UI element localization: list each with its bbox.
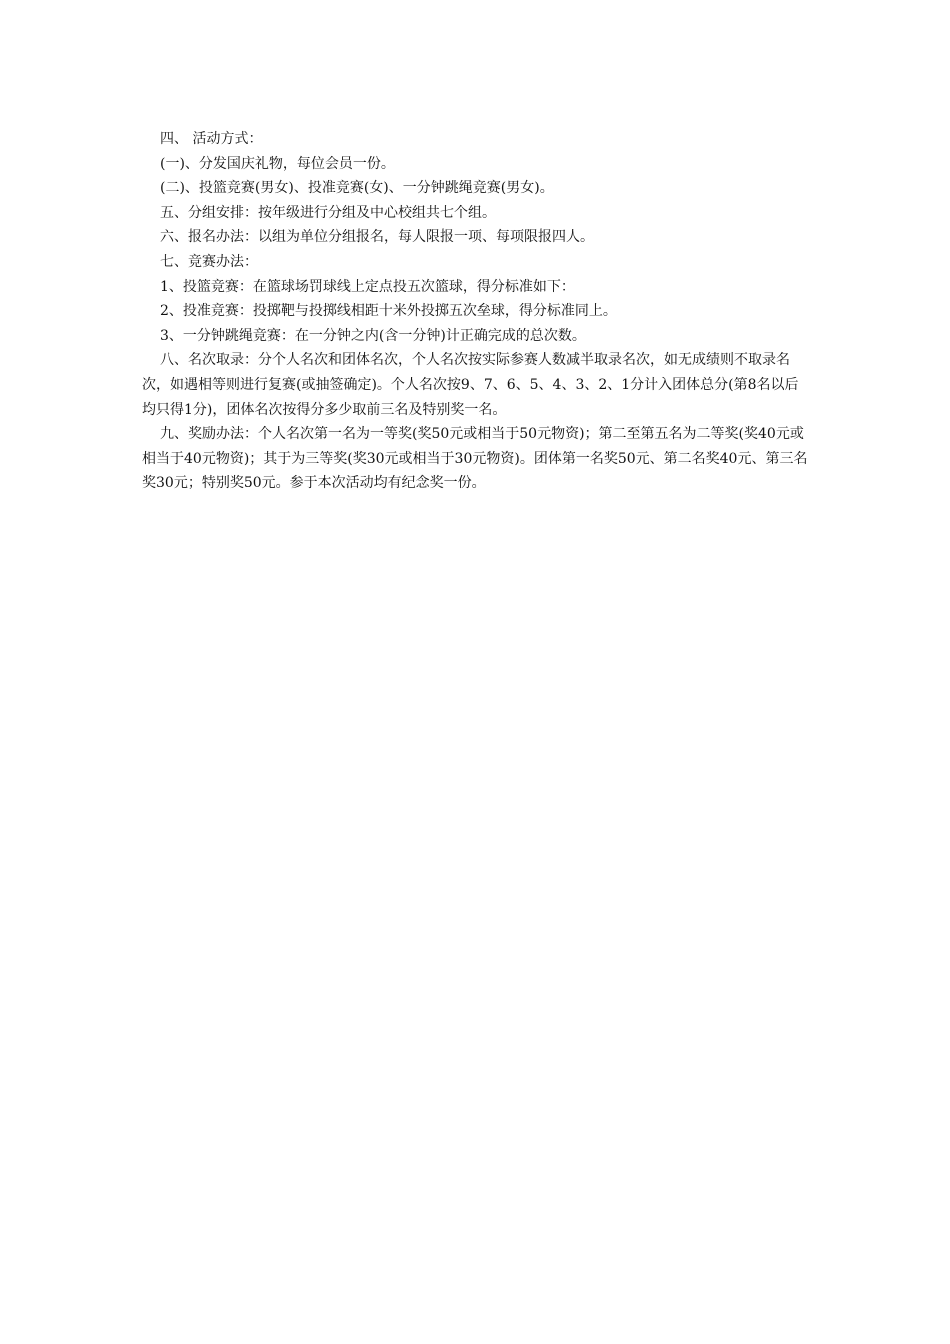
- section-heading-activity-mode: 四、 活动方式：: [160, 131, 263, 147]
- section-heading-competition-rules: 七、竞赛办法：: [160, 253, 258, 270]
- rule-rope-skipping: 3、一分钟跳绳竞赛：在一分钟之内(含一分钟)计正确完成的总次数。: [160, 327, 586, 344]
- section-registration: 六、报名办法：以组为单位分组报名，每人限报一项、每项限报四人。: [160, 229, 594, 246]
- document-body: [142, 127, 810, 496]
- item-gift-distribution: (一)、分发国庆礼物，每位会员一份。: [160, 155, 395, 172]
- section-ranking: 八、名次取录：分个人名次和团体名次，个人名次按实际参赛人数减半取录名次，如无成绩则不取录名次，如遇相等则进行复赛(或抽签确定)。个人名次按9、7、6、5、4、3、2、1分计入团体总分(第8名以后均只得1分)，团体名次按得分多少取前三名及特别奖一名。: [142, 352, 799, 418]
- section-awards: 九、奖励办法：个人名次第一名为一等奖(奖50元或相当于50元物资)；第二至第五名为二等奖(奖40元或相当于40元物资)；其于为三等奖(奖30元或相当于30元物资)。团体第一名奖50元、第二名奖40元、第三名奖30元；特别奖50元。参于本次活动均有纪念奖一份。: [142, 426, 808, 492]
- rule-accuracy-throw: 2、投准竞赛：投掷靶与投掷线相距十米外投掷五次垒球，得分标准同上。: [160, 303, 617, 320]
- item-competitions: (二)、投篮竞赛(男女)、投准竞赛(女)、一分钟跳绳竞赛(男女)。: [160, 180, 554, 197]
- rule-basketball-shooting: 1、投篮竞赛：在篮球场罚球线上定点投五次篮球，得分标准如下：: [160, 278, 575, 295]
- section-grouping: 五、分组安排：按年级进行分组及中心校组共七个组。: [160, 204, 496, 221]
